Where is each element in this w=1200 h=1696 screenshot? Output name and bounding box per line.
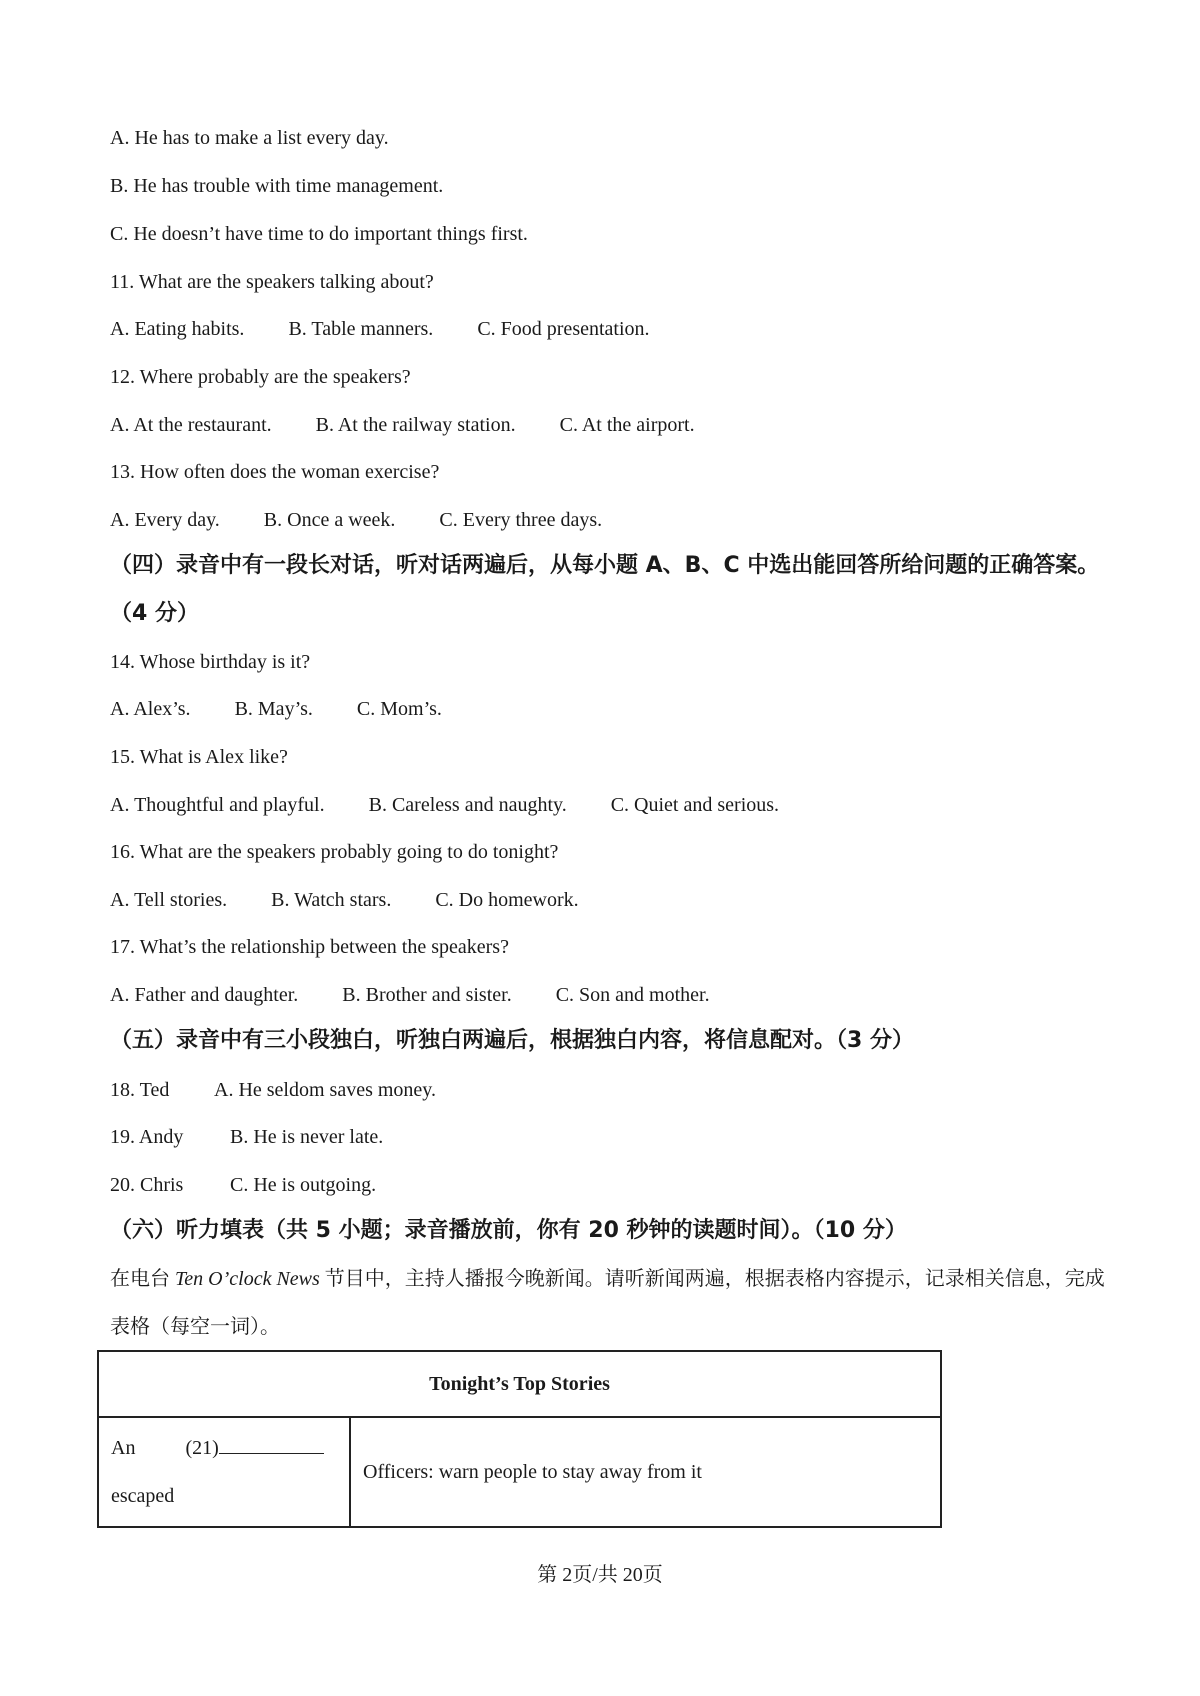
q15-option-c: C. Quiet and serious. — [610, 794, 780, 816]
q13-option-c: C. Every three days. — [439, 509, 603, 531]
q16-option-a: A. Tell stories. — [110, 889, 228, 911]
q16-option-c: C. Do homework. — [435, 889, 579, 911]
answer-table — [97, 1350, 942, 1528]
q14-option-c: C. Mom’s. — [356, 698, 442, 720]
q16-options — [110, 888, 579, 912]
table-header: Tonight’s Top Stories — [98, 1351, 941, 1417]
q12-option-c: C. At the airport. — [559, 414, 695, 436]
q10-option-c: C. He doesn’t have time to do important things first. — [110, 223, 528, 245]
page-number-footer: 第 2页/共 20页 — [537, 1564, 663, 1586]
section-4-heading: （四）录音中有一段长对话，听对话两遍后，从每小题 A、B、C 中选出能回答所给问题的正确答案。（4 分） — [110, 553, 1100, 626]
q14-options — [110, 697, 442, 721]
match-item-chris: 20. Chris — [110, 1174, 184, 1196]
match-row-19 — [110, 1125, 383, 1149]
q17-option-c: C. Son and mother. — [555, 984, 710, 1006]
q15-options — [110, 793, 779, 817]
question-14: 14. Whose birthday is it? — [110, 651, 311, 673]
q11-option-a: A. Eating habits. — [110, 318, 245, 340]
q15-option-a: A. Thoughtful and playful. — [110, 794, 325, 816]
question-17: 17. What’s the relationship between the speakers? — [110, 936, 509, 958]
match-row-18 — [110, 1078, 436, 1102]
q14-option-a: A. Alex’s. — [110, 698, 191, 720]
cell-word-an: An — [111, 1437, 136, 1459]
q10-option-a: A. He has to make a list every day. — [110, 127, 389, 149]
question-13: 13. How often does the woman exercise? — [110, 461, 440, 483]
instr-pre: 在电台 — [110, 1268, 175, 1290]
match-row-20 — [110, 1173, 376, 1197]
blank-21-label: (21) — [185, 1437, 219, 1459]
q12-option-b: B. At the railway station. — [315, 414, 516, 436]
q12-options — [110, 413, 695, 437]
q13-option-a: A. Every day. — [110, 509, 220, 531]
question-15: 15. What is Alex like? — [110, 746, 288, 768]
match-option-b: B. He is never late. — [230, 1126, 384, 1148]
q10-option-b: B. He has trouble with time management. — [110, 175, 444, 197]
section-6-heading: （六）听力填表（共 5 小题；录音播放前，你有 20 秒钟的读题时间）。（10 分） — [110, 1218, 907, 1243]
q11-options — [110, 317, 650, 341]
instr-post: 节目中，主持人播报今晚新闻。请听新闻两遍，根据表格内容提示，记录相关信息，完成表格（每空一词）。 — [110, 1268, 1105, 1338]
section-6-instructions — [110, 1255, 1110, 1351]
match-item-andy: 19. Andy — [110, 1126, 184, 1148]
table-cell-right: Officers: warn people to stay away from it — [350, 1417, 941, 1527]
q11-option-b: B. Table manners. — [288, 318, 434, 340]
instr-program-name: Ten O’clock News — [175, 1268, 320, 1290]
table-cell-left — [98, 1417, 350, 1527]
question-12: 12. Where probably are the speakers? — [110, 366, 411, 388]
section-5-heading: （五）录音中有三小段独白，听独白两遍后，根据独白内容，将信息配对。（3 分） — [110, 1028, 914, 1053]
q17-options — [110, 983, 710, 1007]
q11-option-c: C. Food presentation. — [477, 318, 650, 340]
q14-option-b: B. May’s. — [234, 698, 313, 720]
q17-option-a: A. Father and daughter. — [110, 984, 299, 1006]
cell-word-escaped: escaped — [111, 1485, 175, 1507]
q13-option-b: B. Once a week. — [263, 509, 396, 531]
q16-option-b: B. Watch stars. — [271, 889, 392, 911]
question-16: 16. What are the speakers probably going to do tonight? — [110, 841, 559, 863]
q13-options — [110, 508, 602, 532]
question-11: 11. What are the speakers talking about? — [110, 271, 434, 293]
match-option-c: C. He is outgoing. — [230, 1174, 377, 1196]
q15-option-b: B. Careless and naughty. — [368, 794, 567, 816]
table-row — [98, 1417, 941, 1527]
q17-option-b: B. Brother and sister. — [342, 984, 512, 1006]
match-item-ted: 18. Ted — [110, 1079, 170, 1101]
match-option-a: A. He seldom saves money. — [214, 1079, 436, 1101]
blank-21-line[interactable] — [219, 1433, 324, 1454]
q12-option-a: A. At the restaurant. — [110, 414, 272, 436]
